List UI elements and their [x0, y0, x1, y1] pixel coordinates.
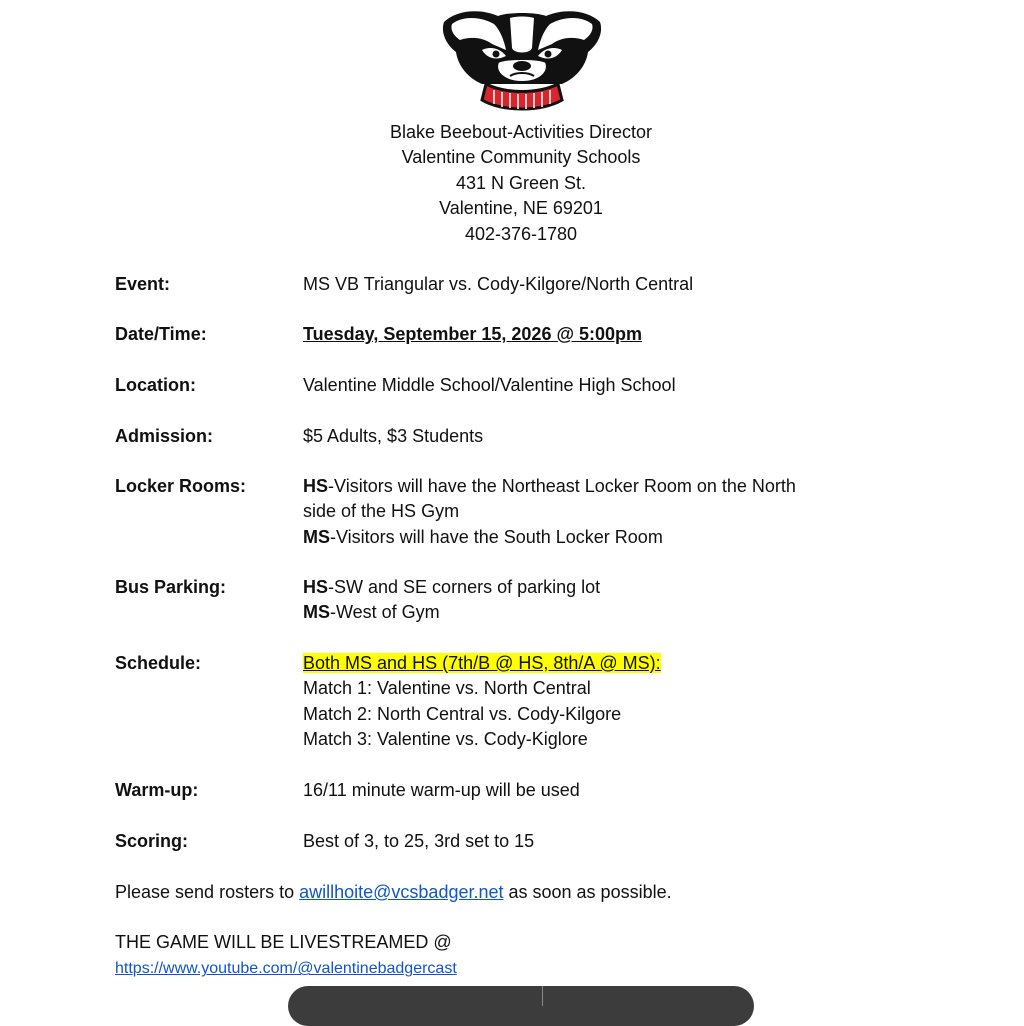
livestream-url-link[interactable]: https://www.youtube.com/@valentinebadgercast: [115, 960, 457, 978]
bus-ms-text: -West of Gym: [330, 602, 440, 623]
locker-rooms-label: Locker Rooms:: [115, 476, 247, 496]
locker-rooms-value: [303, 474, 863, 550]
schedule-match-1: Match 1: Valentine vs. North Central: [303, 678, 591, 699]
header-phone: 402-376-1780: [464, 223, 578, 244]
location-label: Location:: [115, 375, 196, 395]
location-value: Valentine Middle School/Valentine High School: [303, 375, 676, 395]
scoring-value: Best of 3, to 25, 3rd set to 15: [303, 831, 535, 851]
schedule-heading: Both MS and HS (7th/B @ HS, 8th/A @ MS):: [303, 653, 661, 673]
locker-hs-text-2: side of the HS Gym: [303, 501, 460, 522]
letterhead: [0, 120, 1024, 247]
header-school: Valentine Community Schools: [401, 147, 641, 168]
rosters-suffix: as soon as possible.: [503, 882, 672, 902]
floating-toolbar[interactable]: [288, 986, 754, 1026]
event-value: MS VB Triangular vs. Cody-Kilgore/North Central: [303, 274, 694, 294]
rosters-prefix: Please send rosters to: [115, 882, 300, 902]
rosters-paragraph: [115, 880, 672, 905]
schedule-label: Schedule:: [115, 653, 202, 673]
schedule-match-3: Match 3: Valentine vs. Cody-Kiglore: [303, 729, 588, 750]
bus-parking-label: Bus Parking:: [115, 577, 227, 597]
bus-hs-prefix: HS: [303, 577, 329, 597]
bus-hs-text: -SW and SE corners of parking lot: [328, 577, 601, 597]
datetime-label: Date/Time:: [115, 324, 207, 344]
admission-value: $5 Adults, $3 Students: [303, 426, 484, 446]
header-director: Blake Beebout-Activities Director: [389, 122, 653, 142]
bus-ms-prefix: MS: [303, 602, 330, 623]
toolbar-divider: [542, 986, 543, 1006]
locker-ms-text: -Visitors will have the South Locker Room: [330, 526, 663, 547]
scoring-label: Scoring:: [115, 831, 189, 851]
livestream-text: THE GAME WILL BE LIVESTREAMED @: [115, 932, 452, 952]
schedule-value: [303, 651, 863, 753]
header-city: Valentine, NE 69201: [439, 198, 603, 219]
bus-parking-value: [303, 575, 863, 626]
warmup-value: 16/11 minute warm-up will be used: [303, 780, 580, 800]
livestream-paragraph: [115, 930, 457, 982]
event-label: Event:: [115, 274, 171, 294]
locker-ms-prefix: MS: [303, 526, 330, 547]
header-street: 431 N Green St.: [455, 172, 587, 193]
datetime-value: Tuesday, September 15, 2026 @ 5:00pm: [303, 324, 643, 344]
schedule-match-2: Match 2: North Central vs. Cody-Kilgore: [303, 703, 622, 724]
warmup-label: Warm-up:: [115, 780, 199, 800]
badger-mascot-icon: [436, 4, 608, 112]
roster-email-link[interactable]: awillhoite@vcsbadger.net: [299, 882, 504, 902]
admission-label: Admission:: [115, 426, 214, 446]
locker-hs-text-1: -Visitors will have the Northeast Locker Room on the North: [328, 476, 796, 496]
locker-hs-prefix: HS: [303, 476, 329, 496]
